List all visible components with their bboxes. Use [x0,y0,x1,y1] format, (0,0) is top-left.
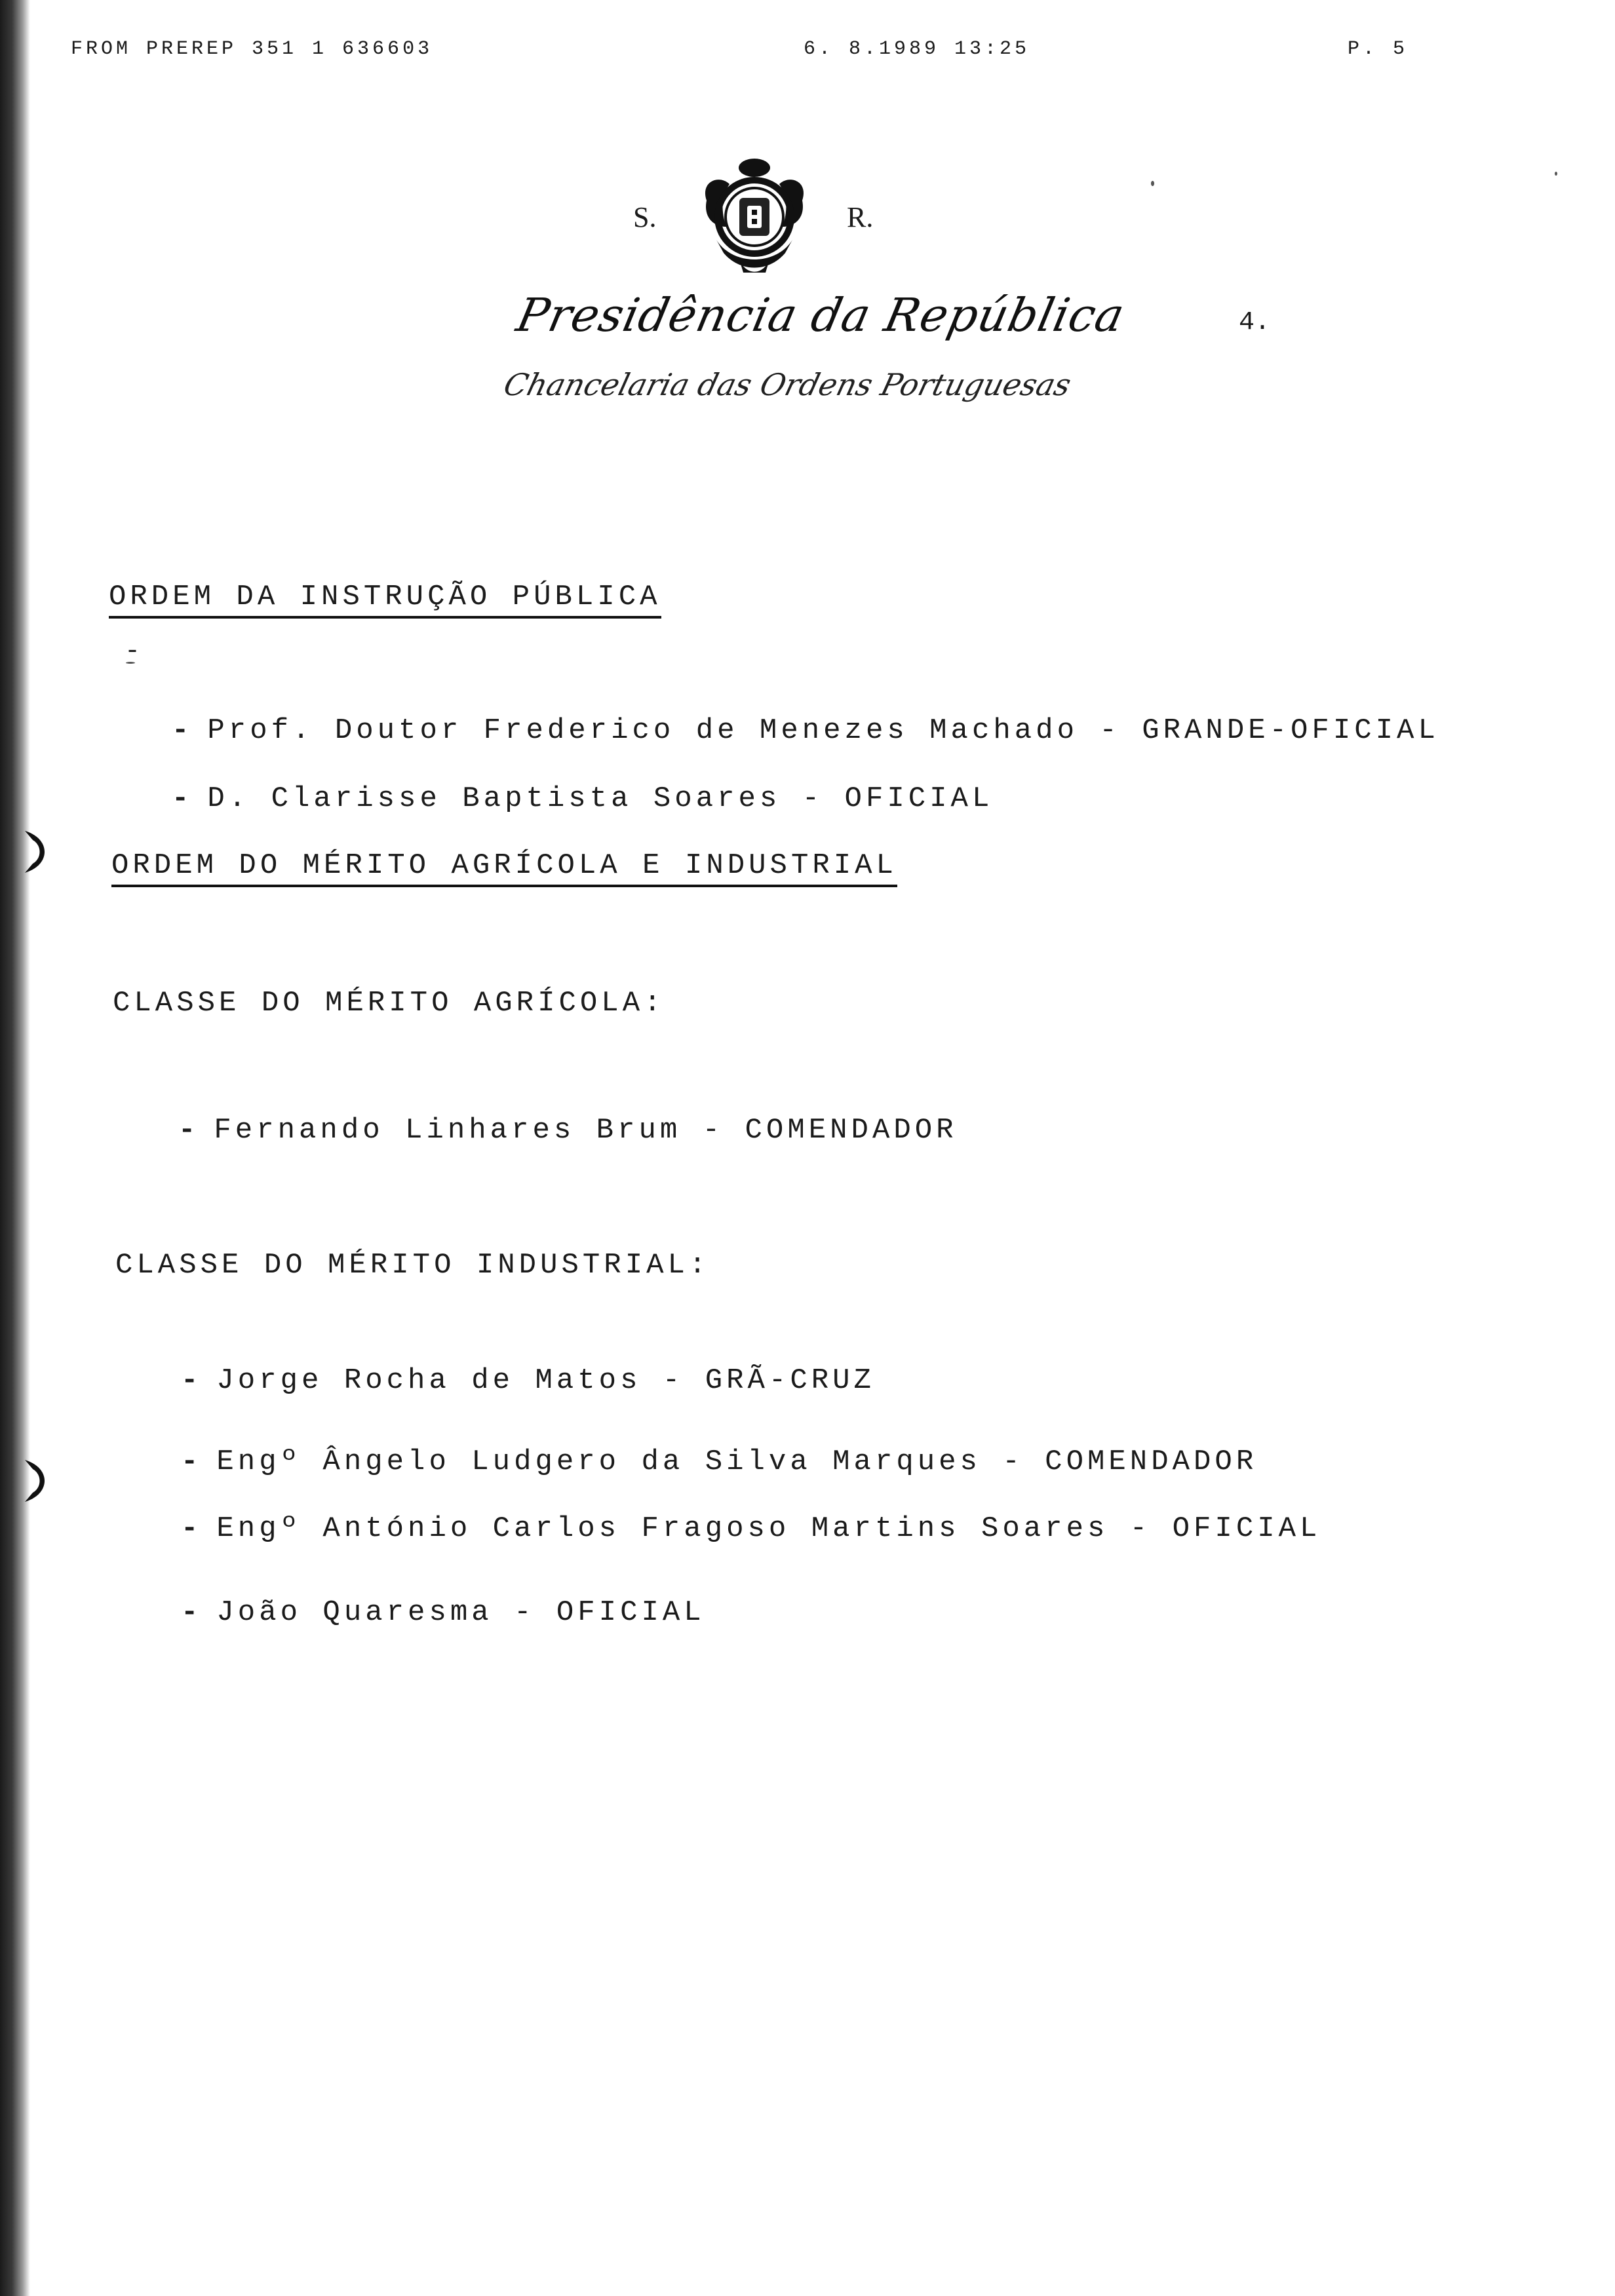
section-heading-merito-agricola-industrial: ORDEM DO MÉRITO AGRÍCOLA E INDUSTRIAL [111,849,897,887]
list-bullet: - [178,1114,200,1147]
list-item [172,714,1439,747]
fax-header-datetime: 6. 8.1989 13:25 [804,38,1030,60]
scan-speck [1151,181,1154,186]
list-item [181,1445,1257,1478]
list-item [178,1114,958,1147]
list-item-text: Engº Ângelo Ludgero da Silva Marques - COMENDADOR [216,1445,1258,1478]
crest-letter-s: S. [633,201,657,233]
letterhead-subtitle: Chancelaria das Ordens Portuguesas [500,367,1075,402]
punch-hole-mark [18,826,58,878]
coat-of-arms-icon [693,155,815,279]
list-bullet: - [181,1596,203,1629]
class-label-agricola: CLASSE DO MÉRITO AGRÍCOLA: [113,987,665,1020]
list-item-text: Engº António Carlos Fragoso Martins Soares - OFICIAL [216,1512,1321,1545]
scan-speck [1555,172,1557,176]
list-item [172,782,993,815]
list-item [181,1364,875,1397]
list-bullet: - [181,1512,203,1545]
list-item-text: Fernando Linhares Brum - COMENDADOR [214,1114,958,1147]
list-bullet: - [181,1445,203,1478]
list-bullet: - [181,1364,203,1397]
stray-dash: - [125,637,145,666]
crest-letter-r: R. [847,201,874,233]
list-bullet: - [172,782,193,815]
letterhead-crest [629,155,878,286]
list-item-text: D. Clarisse Baptista Soares - OFICIAL [207,782,994,815]
fax-header-page: P. 5 [1348,38,1409,60]
list-item-text: Prof. Doutor Frederico de Menezes Machado - GRANDE-OFICIAL [207,714,1439,747]
letterhead-title: Presidência da República [512,288,1130,342]
list-item-text: João Quaresma - OFICIAL [216,1596,705,1629]
list-bullet: - [172,714,193,747]
list-item [181,1596,705,1629]
scanned-page-edge [0,0,30,2296]
fax-header-from: FROM PREREP 351 1 636603 [71,38,433,60]
list-item-text: Jorge Rocha de Matos - GRÃ-CRUZ [216,1364,875,1397]
document-page-number: 4. [1239,308,1271,337]
class-label-industrial: CLASSE DO MÉRITO INDUSTRIAL: [115,1249,710,1282]
punch-hole-mark [18,1455,58,1507]
section-heading-instrucao-publica: ORDEM DA INSTRUÇÃO PÚBLICA [109,581,661,619]
list-item [181,1512,1321,1545]
